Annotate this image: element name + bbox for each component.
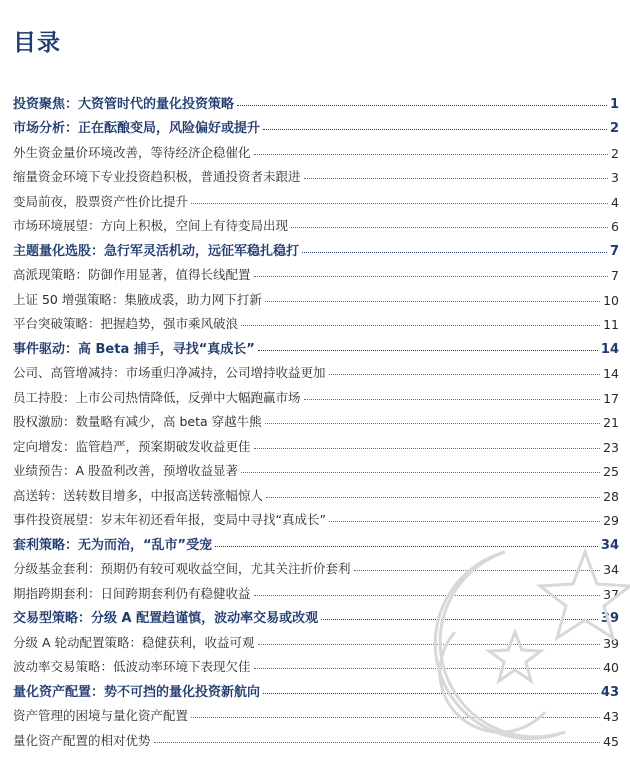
toc-page-number: 43 <box>600 684 619 700</box>
toc-page-number: 23 <box>603 439 619 455</box>
toc-entry-label: 交易型策略：分级 A 配置趋谨慎，波动率交易或改观 <box>13 611 319 626</box>
toc-page-number: 17 <box>603 390 619 406</box>
toc-subsection-entry[interactable] <box>13 724 619 749</box>
toc-subsection-entry[interactable] <box>13 553 619 578</box>
toc-page-number: 2 <box>609 121 619 136</box>
toc-page-number: 10 <box>603 292 619 308</box>
table-of-contents <box>13 87 619 749</box>
toc-page-number: 34 <box>600 537 619 553</box>
toc-entry-label: 员工持股：上市公司热情降低，反弹中大幅跑赢市场 <box>13 389 301 405</box>
toc-entry-label: 定向增发：监管趋严，预案期破发收益更佳 <box>13 438 251 454</box>
toc-entry-label: 量化资产配置的相对优势 <box>13 732 151 748</box>
toc-section-entry[interactable] <box>13 234 619 259</box>
toc-page-number: 1 <box>609 96 619 112</box>
toc-page-number: 39 <box>603 635 619 651</box>
toc-entry-label: 缩量资金环境下专业投资趋积极，普通投资者未跟进 <box>13 169 301 184</box>
dot-leader <box>258 350 598 351</box>
toc-entry-label: 市场环境展望：方向上积极，空间上有待变局出现 <box>13 218 289 233</box>
dot-leader <box>254 668 601 669</box>
toc-entry-label: 事件驱动：高 Beta 捕手，寻找“真成长” <box>13 341 255 357</box>
dot-leader <box>241 325 600 326</box>
toc-entry-label: 外生资金量价环境改善，等待经济企稳催化 <box>13 144 251 160</box>
dot-leader <box>329 374 601 375</box>
toc-subsection-entry[interactable] <box>13 430 619 455</box>
toc-subsection-entry[interactable] <box>13 381 619 406</box>
toc-page-number: 34 <box>603 562 619 577</box>
dot-leader <box>154 742 601 743</box>
toc-entry-label: 期指跨期套利：日间跨期套利仍有稳健收益 <box>13 585 251 601</box>
toc-subsection-entry[interactable] <box>13 626 619 651</box>
toc-entry-label: 高送转：送转数目增多，中报高送转涨幅惊人 <box>13 487 264 503</box>
toc-entry-label: 量化资产配置：势不可挡的量化投资新航向 <box>13 684 261 700</box>
toc-entry-label: 分级基金套利：预期仍有较可观收益空间，尤其关注折价套利 <box>13 561 351 576</box>
toc-entry-label: 股权激励：数量略有减少，高 beta 穿越牛熊 <box>13 414 262 429</box>
dot-leader <box>191 717 600 718</box>
dot-leader <box>291 227 608 228</box>
toc-subsection-entry[interactable] <box>13 577 619 602</box>
dot-leader <box>266 497 600 498</box>
dot-leader <box>191 203 608 204</box>
toc-subsection-entry[interactable] <box>13 406 619 431</box>
toc-page-number: 11 <box>603 317 619 332</box>
dot-leader <box>354 570 601 571</box>
toc-entry-label: 高派现策略：防御作用显著，值得长线配置 <box>13 267 251 282</box>
dot-leader <box>304 399 601 400</box>
toc-subsection-entry[interactable] <box>13 504 619 529</box>
toc-subsection-entry[interactable] <box>13 479 619 504</box>
toc-section-entry[interactable] <box>13 528 619 553</box>
dot-leader <box>254 448 601 449</box>
dot-leader <box>321 619 598 620</box>
toc-page-number: 14 <box>600 341 619 357</box>
toc-entry-label: 波动率交易策略：低波动率环境下表现欠佳 <box>13 659 251 674</box>
dot-leader <box>241 472 600 473</box>
toc-page-number: 7 <box>609 243 619 259</box>
toc-page-number: 2 <box>611 145 619 161</box>
toc-section-entry[interactable] <box>13 602 619 627</box>
toc-page-number: 6 <box>611 219 619 234</box>
toc-subsection-entry[interactable] <box>13 136 619 161</box>
toc-page-number: 7 <box>611 268 619 283</box>
toc-page-number: 25 <box>603 464 619 479</box>
toc-subsection-entry[interactable] <box>13 283 619 308</box>
dot-leader <box>304 178 609 179</box>
toc-subsection-entry[interactable] <box>13 185 619 210</box>
toc-entry-label: 资产管理的困境与量化资产配置 <box>13 708 189 723</box>
toc-entry-label: 投资聚焦：大资管时代的量化投资策略 <box>13 96 235 112</box>
dot-leader <box>237 105 607 106</box>
toc-page-number: 43 <box>603 709 619 724</box>
dot-leader <box>263 129 607 130</box>
toc-entry-label: 主题量化选股：急行军灵活机动，远征军稳扎稳打 <box>13 243 300 259</box>
dot-leader <box>258 644 601 645</box>
dot-leader <box>254 595 601 596</box>
toc-entry-label: 平台突破策略：把握趋势，强市乘风破浪 <box>13 316 239 331</box>
toc-page-number: 21 <box>603 415 619 430</box>
toc-page-number: 14 <box>603 366 619 381</box>
toc-entry-label: 套利策略：无为而治，“乱市”受宠 <box>13 537 213 553</box>
dot-leader <box>254 154 609 155</box>
dot-leader <box>254 276 609 277</box>
toc-page-number: 40 <box>603 660 619 675</box>
dot-leader <box>265 301 600 302</box>
toc-section-entry[interactable] <box>13 675 619 700</box>
toc-entry-label: 公司、高管增减持：市场重归净减持，公司增持收益更加 <box>13 365 326 380</box>
toc-page-number: 37 <box>603 586 619 602</box>
dot-leader <box>329 521 600 522</box>
toc-subsection-entry[interactable] <box>13 700 619 725</box>
dot-leader <box>215 546 598 547</box>
toc-subsection-entry[interactable] <box>13 161 619 186</box>
toc-entry-label: 事件投资展望：岁末年初还看年报，变局中寻找“真成长” <box>13 512 326 527</box>
toc-entry-label: 上证 50 增强策略：集腋成裘，助力网下打新 <box>13 291 262 307</box>
toc-entry-label: 业绩预告：A 股盈利改善，预增收益显著 <box>13 463 239 478</box>
toc-subsection-entry[interactable] <box>13 259 619 284</box>
toc-page-number: 29 <box>603 513 619 528</box>
toc-page-number: 28 <box>603 488 619 504</box>
toc-page-number: 45 <box>603 733 619 749</box>
dot-leader <box>302 252 607 253</box>
toc-section-entry[interactable] <box>13 87 619 112</box>
toc-subsection-entry[interactable] <box>13 210 619 235</box>
toc-entry-label: 市场分析：正在酝酿变局，风险偏好或提升 <box>13 121 261 136</box>
toc-subsection-entry[interactable] <box>13 455 619 480</box>
dot-leader <box>265 423 600 424</box>
toc-subsection-entry[interactable] <box>13 651 619 676</box>
toc-entry-label: 分级 A 轮动配置策略：稳健获利，收益可观 <box>13 634 255 650</box>
page-title: 目录 <box>13 30 61 56</box>
toc-page-number: 39 <box>600 611 619 626</box>
toc-page-number: 4 <box>611 194 619 210</box>
toc-section-entry[interactable] <box>13 112 619 137</box>
toc-section-entry[interactable] <box>13 332 619 357</box>
toc-subsection-entry[interactable] <box>13 308 619 333</box>
dot-leader <box>263 693 598 694</box>
toc-subsection-entry[interactable] <box>13 357 619 382</box>
toc-page-number: 3 <box>611 170 619 185</box>
toc-entry-label: 变局前夜，股票资产性价比提升 <box>13 193 189 209</box>
